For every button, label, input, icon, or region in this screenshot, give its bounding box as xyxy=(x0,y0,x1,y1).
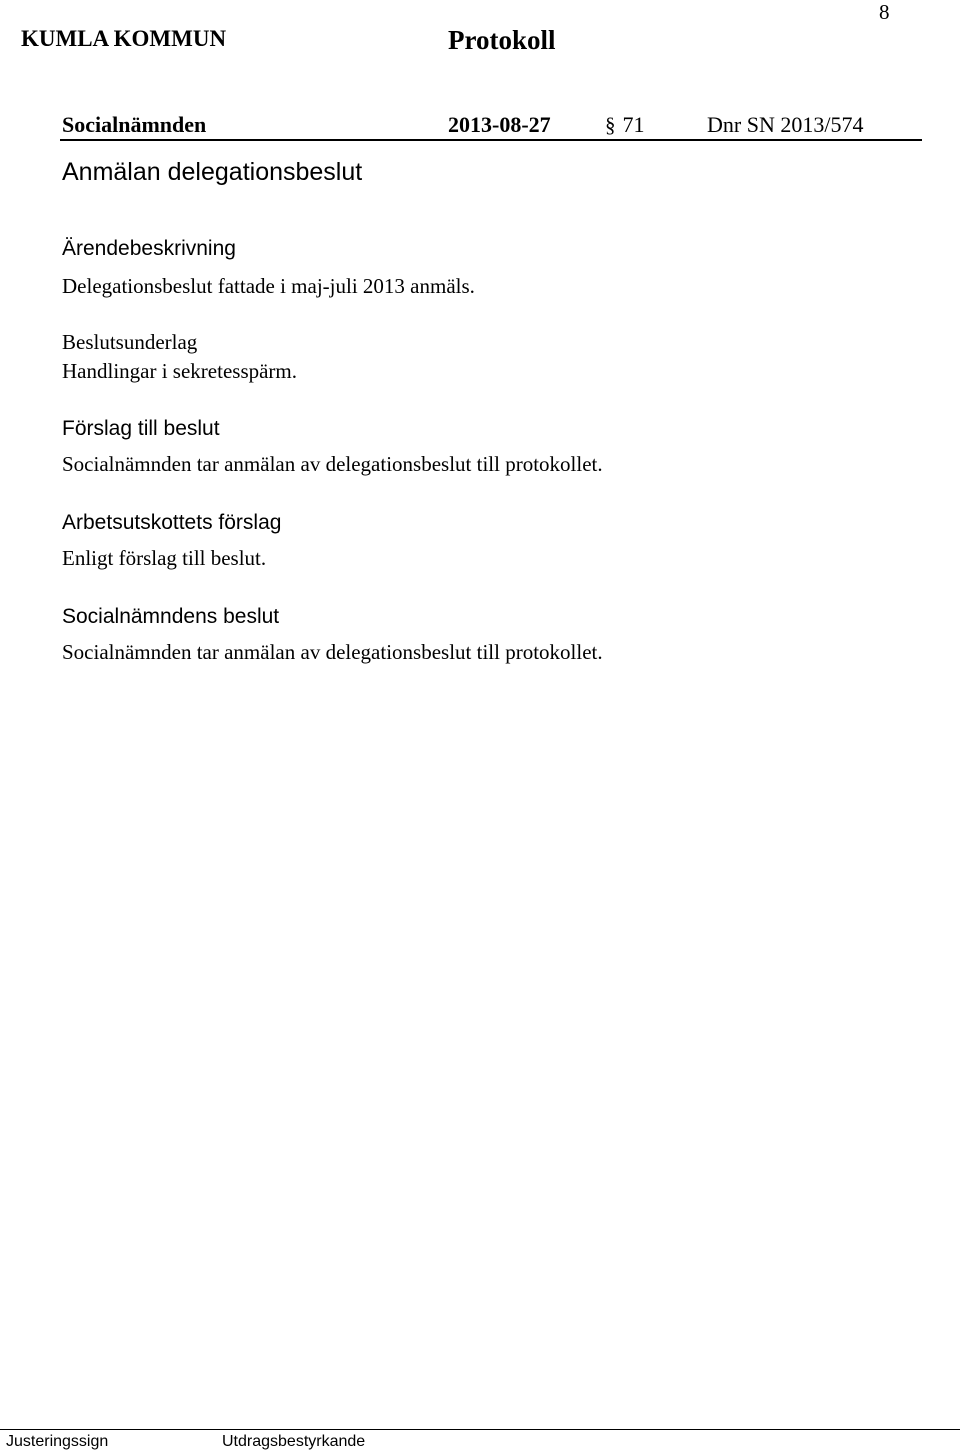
organization-name: KUMLA KOMMUN xyxy=(21,26,227,51)
meeting-date: 2013-08-27 xyxy=(448,112,551,137)
section-text-arbetsutskottets-forslag: Enligt förslag till beslut. xyxy=(62,546,267,570)
section-heading-arbetsutskottets-forslag: Arbetsutskottets förslag xyxy=(62,511,282,534)
paragraph-sign: § xyxy=(605,113,616,137)
section-text-arendebeskrivning: Delegationsbeslut fattade i maj-juli 2013 anmäls. xyxy=(62,274,475,298)
section-heading-beslutsunderlag: Beslutsunderlag xyxy=(62,330,198,354)
section-heading-socialnamndens-beslut: Socialnämndens beslut xyxy=(62,605,280,628)
registration-number: Dnr SN 2013/574 xyxy=(707,112,864,137)
section-text-beslutsunderlag: Handlingar i sekretesspärm. xyxy=(62,359,298,383)
committee-name: Socialnämnden xyxy=(62,112,207,137)
section-text-forslag-till-beslut: Socialnämnden tar anmälan av delegationsbeslut till protokollet. xyxy=(62,452,603,476)
footer-certification-label: Utdragsbestyrkande xyxy=(222,1433,366,1450)
section-heading-arendebeskrivning: Ärendebeskrivning xyxy=(62,237,236,260)
footer-divider xyxy=(0,1429,960,1430)
paragraph-number: 71 xyxy=(622,112,645,137)
page-number: 8 xyxy=(879,0,890,24)
header-divider xyxy=(60,139,922,141)
document-type: Protokoll xyxy=(448,25,556,55)
footer-signature-label: Justeringssign xyxy=(6,1433,109,1450)
paragraph-reference xyxy=(605,112,645,138)
section-heading-forslag-till-beslut: Förslag till beslut xyxy=(62,417,220,440)
section-text-socialnamndens-beslut: Socialnämnden tar anmälan av delegationsbeslut till protokollet. xyxy=(62,640,603,664)
document-title: Anmälan delegationsbeslut xyxy=(62,158,363,186)
